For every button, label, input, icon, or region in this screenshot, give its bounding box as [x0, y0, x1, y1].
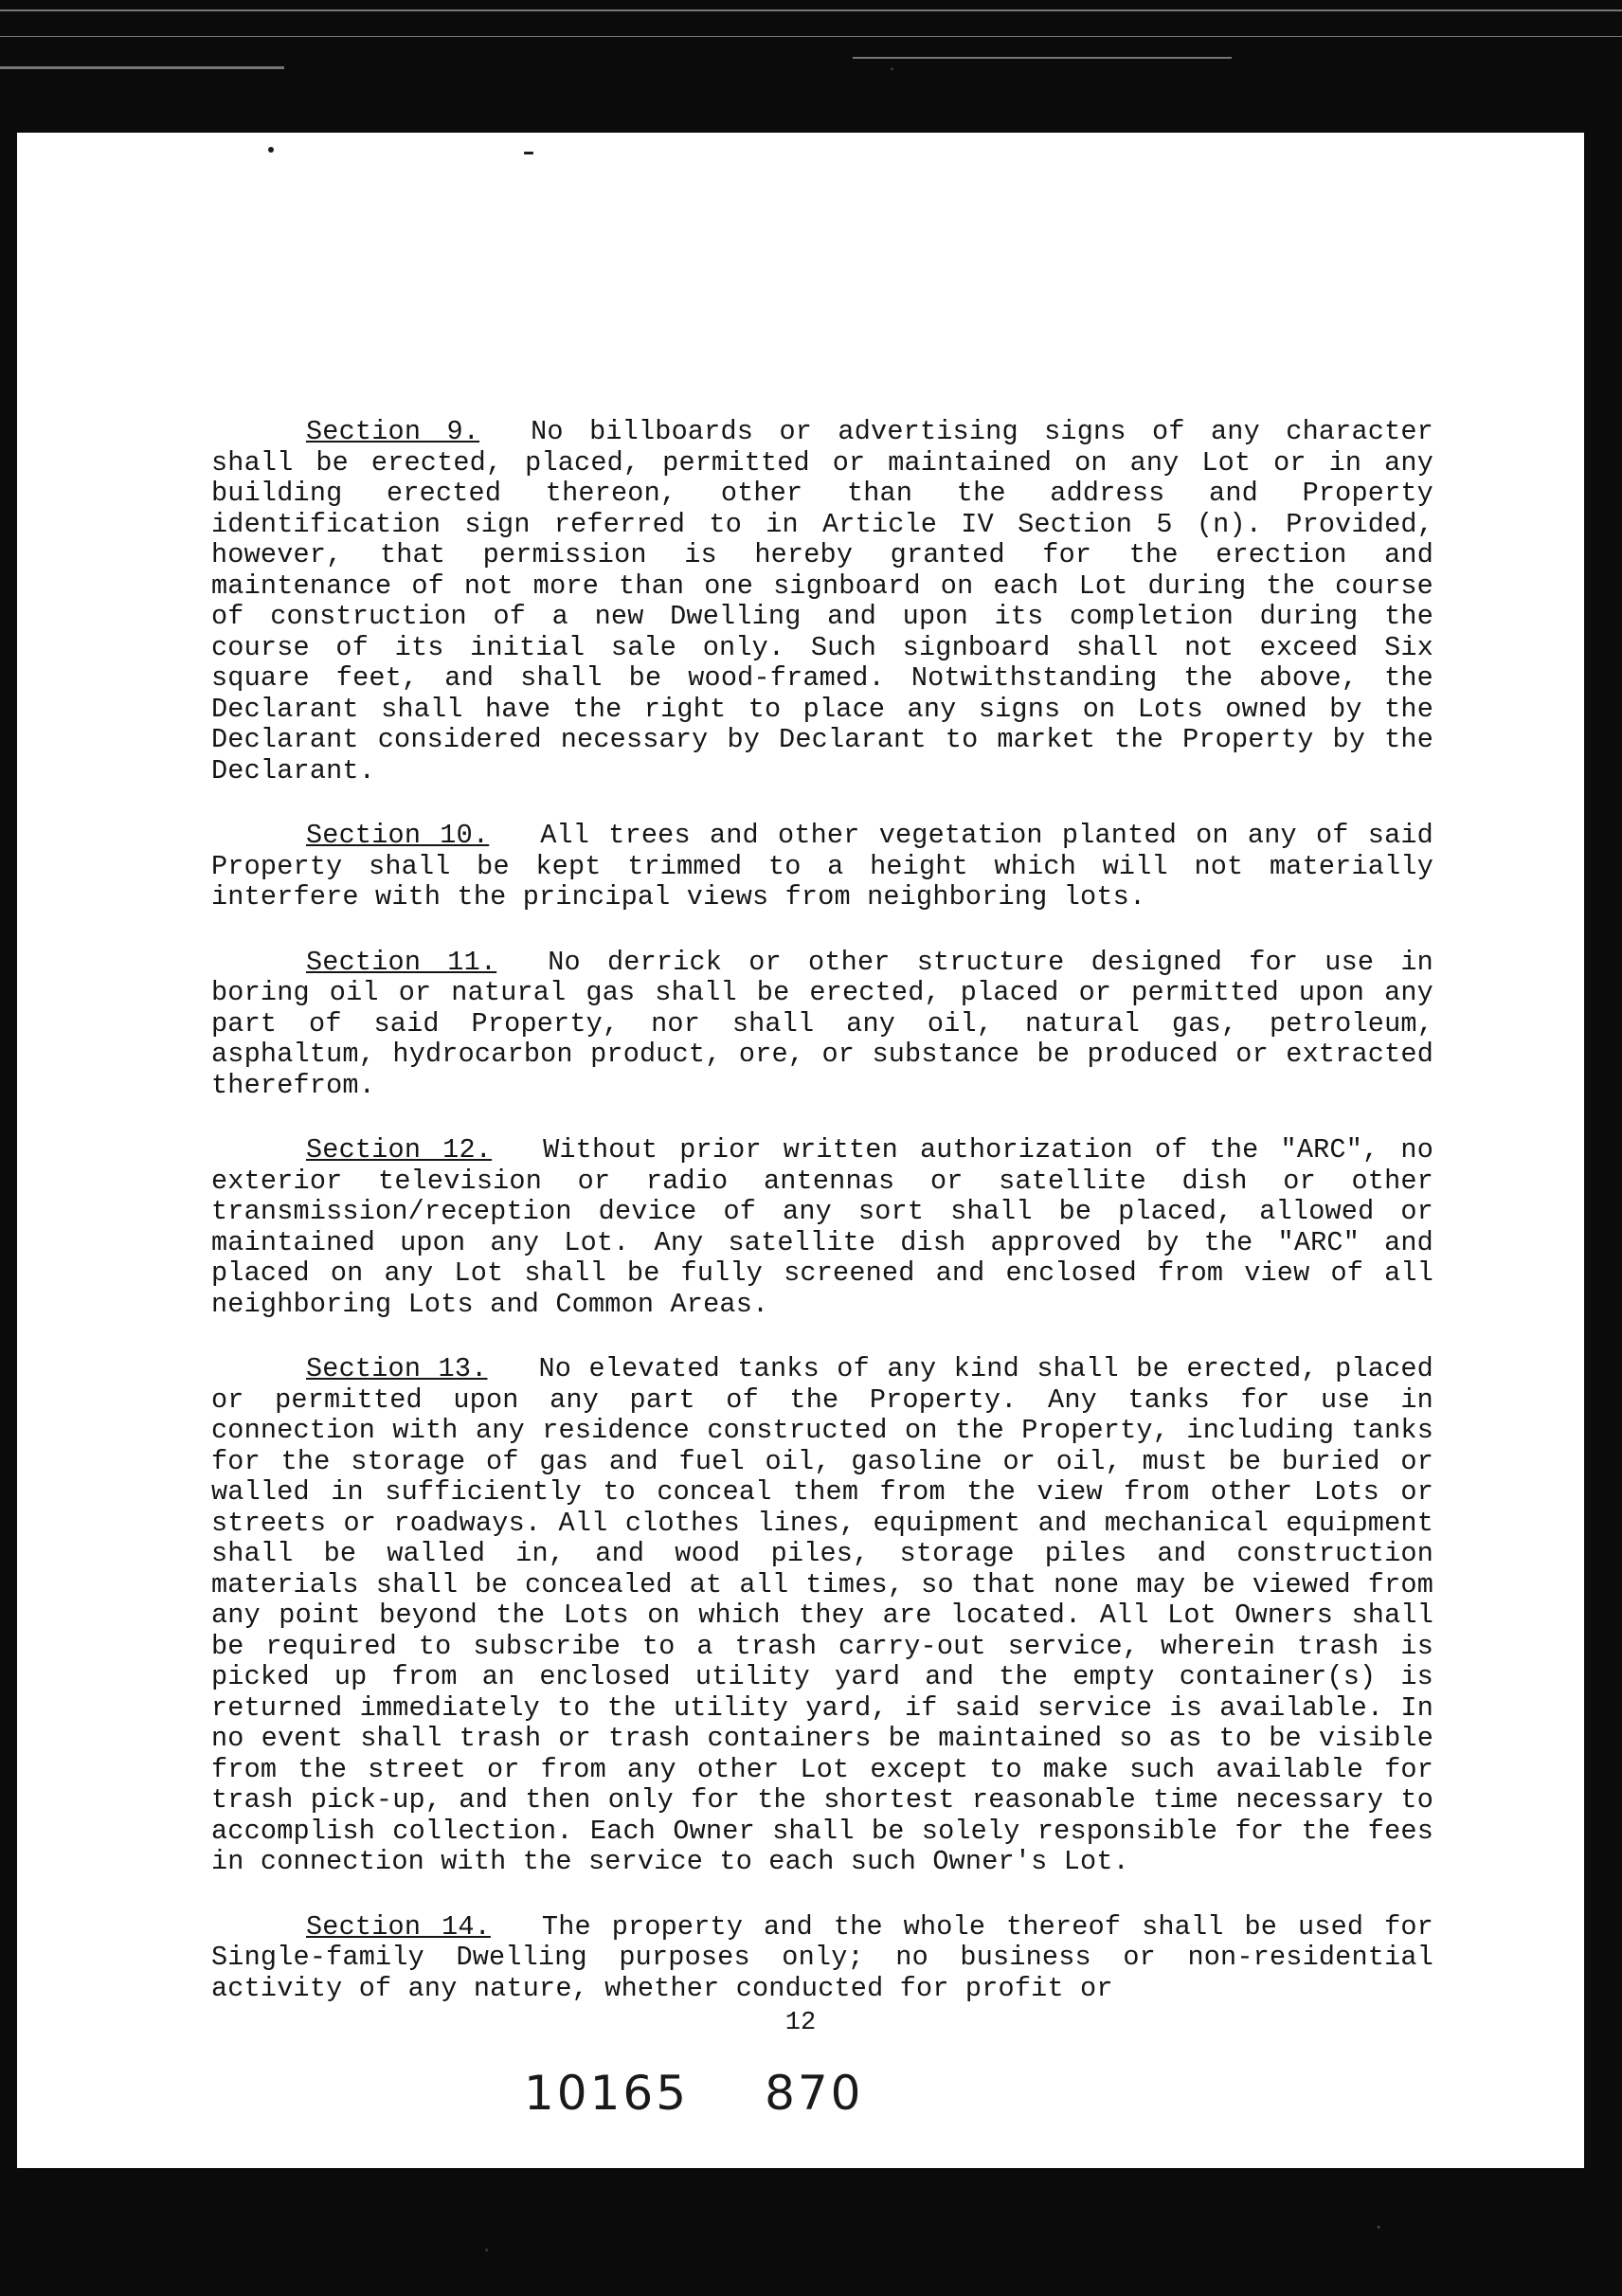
section-14 — [211, 1912, 1433, 2005]
document-body — [211, 417, 1433, 2038]
scan-noise-line — [0, 66, 284, 69]
section-body: No derrick or other structure designed for use in boring oil or natural gas shall be erected, placed or permitted upon any part of said Property, nor shall any oil, natural gas, petroleum, asphaltum, hydrocarbon product, ore, or substance be produced or extracted therefrom. — [211, 946, 1433, 1101]
section-heading: Section 11. — [306, 946, 497, 978]
recording-stamp — [524, 2066, 864, 2121]
section-body: Without prior written authorization of the "ARC", no exterior television or radio antennas or satellite dish or other transmission/reception device of any sort shall be placed, allowed or maintained upon any Lot. Any satellite dish approved by the "ARC" and placed on any Lot shall be fully screened and enclosed from view of all neighboring Lots and Common Areas. — [211, 1134, 1433, 1320]
speck — [268, 147, 274, 153]
section-heading: Section 14. — [306, 1910, 491, 1943]
section-11 — [211, 948, 1433, 1102]
section-body: All trees and other vegetation planted on any of said Property shall be kept trimmed to a height which will not materially interfere with the principal views from neighboring lots. — [211, 820, 1433, 913]
section-heading: Section 9. — [306, 416, 480, 447]
scan-noise-line — [0, 9, 1622, 11]
section-heading: Section 10. — [306, 820, 490, 851]
section-body: No elevated tanks of any kind shall be erected, placed or permitted upon any part of the Property. Any tanks for use in connection with any residence constructed on the Property, including tanks for the storage of gas and fuel oil, gasoline or oil, must be buried or walled in sufficiently to conceal them from the view from other Lots or streets or roadways. All clothes lines, equipment and mechanical equipment shall be walled in, and wood piles, storage piles and construction materials shall be concealed at all times, so that none may be viewed from any point beyond the Lots on which they are located. All Lot Owners shall be required to subscribe to a trash carry-out service, wherein trash is picked up from an enclosed utility yard and the empty container(s) is returned immediately to the utility yard, if said service is available. In no event shall trash or trash containers be maintained so as to be visible from the street or from any other Lot except to make such available for trash pick-up, and then only for the shortest reasonable time necessary to accomplish collection. Each Owner shall be solely responsible for the fees in connection with the service to each such Owner's Lot. — [211, 1353, 1433, 1877]
document-page — [17, 133, 1584, 2168]
page-number: 12 — [784, 2009, 817, 2037]
scan-noise-line — [0, 36, 1622, 37]
section-12 — [211, 1135, 1433, 1320]
section-9 — [211, 417, 1433, 786]
scan-noise-line — [853, 57, 1232, 59]
section-body: No billboards or advertising signs of any character shall be erected, placed, permitted or maintained on any Lot or in any building erected thereon, other than the address and Property identification sign referred to in Article IV Section 5 (n). Provided, however, that permission is hereby granted for the erection and maintenance of not more than one signboard on each Lot during the course of construction of a new Dwelling and upon its completion during the course of its initial sale only. Such signboard shall not exceed Six square feet, and shall be wood-framed. Notwithstanding the above, the Declarant shall have the right to place any signs on Lots owned by the Declarant considered necessary by Declarant to market the Property by the Declarant. — [211, 416, 1433, 786]
section-heading: Section 12. — [306, 1134, 493, 1166]
stamp-book-number: 10165 — [524, 2066, 690, 2121]
speck — [524, 152, 533, 154]
section-10 — [211, 821, 1433, 913]
section-13 — [211, 1354, 1433, 1878]
stamp-page-number: 870 — [765, 2066, 864, 2121]
section-body: The property and the whole thereof shall be used for Single-family Dwelling purposes only; no business or non-residential activity of any nature, whether conducted for profit or — [211, 1910, 1433, 2004]
section-heading: Section 13. — [306, 1353, 488, 1384]
